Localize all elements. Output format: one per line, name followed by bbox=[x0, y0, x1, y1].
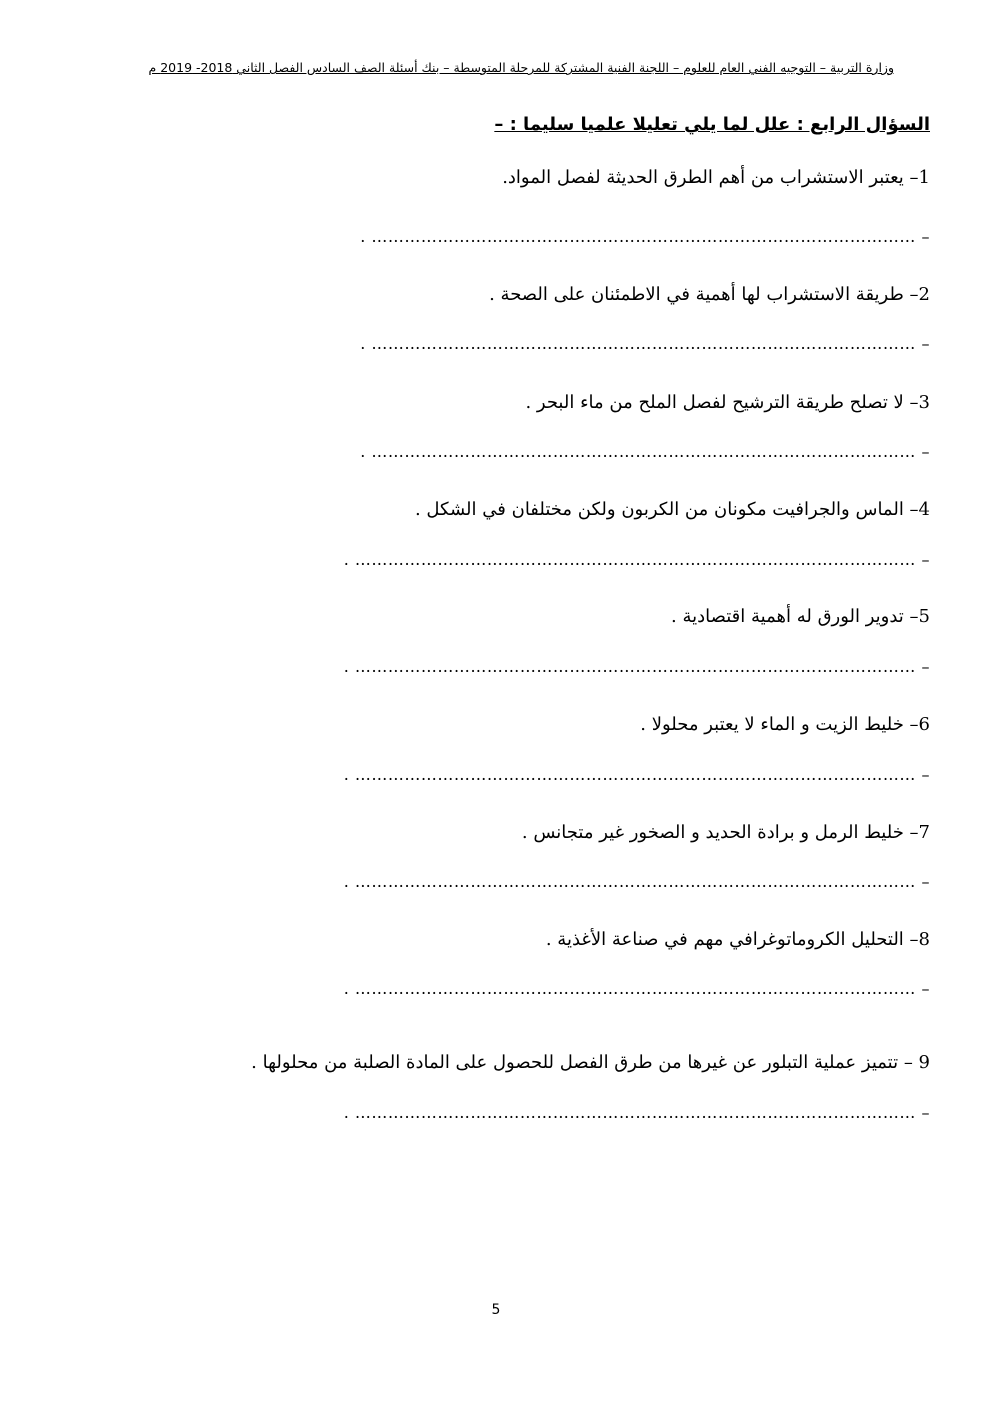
question-text: 8– التحليل الكروماتوغرافي مهم في صناعة الأغذية . bbox=[545, 929, 930, 950]
question-item-4 bbox=[120, 497, 930, 569]
question-text: 2– طريقة الاستشراب لها أهمية في الاطمئنان على الصحة . bbox=[489, 284, 930, 305]
question-item-1 bbox=[120, 165, 930, 246]
question-item-9 bbox=[120, 1050, 930, 1122]
answer-line[interactable]: – ……………………………………………………………………………………… . bbox=[360, 227, 930, 246]
question-item-5 bbox=[120, 604, 930, 676]
answer-line[interactable]: – ………………………………………………………………………………………… . bbox=[343, 979, 930, 998]
answer-line[interactable]: – ………………………………………………………………………………………… . bbox=[343, 765, 930, 784]
page-header: وزارة التربية – التوجيه الفني العام للعلوم – اللجنة الفنية المشتركة للمرحلة المتوسطة – بنك أسئلة الصف السادس الفصل الثاني 2018- 2019 م bbox=[148, 60, 894, 75]
answer-line[interactable]: – ……………………………………………………………………………………… . bbox=[360, 442, 930, 461]
question-text: 7– خليط الرمل و برادة الحديد و الصخور غير متجانس . bbox=[521, 822, 930, 843]
question-item-6 bbox=[120, 712, 930, 784]
question-text: 1– يعتبر الاستشراب من أهم الطرق الحديثة لفصل المواد. bbox=[502, 167, 930, 188]
question-item-3 bbox=[120, 390, 930, 461]
question-text: 3– لا تصلح طريقة الترشيح لفصل الملح من ماء البحر . bbox=[525, 392, 930, 413]
question-text: 9 – تتميز عملية التبلور عن غيرها من طرق الفصل للحصول على المادة الصلبة من محلولها . bbox=[251, 1052, 930, 1073]
question-item-7 bbox=[120, 820, 930, 891]
answer-line[interactable]: – ………………………………………………………………………………………… . bbox=[343, 657, 930, 676]
answer-line[interactable]: – ……………………………………………………………………………………… . bbox=[360, 334, 930, 353]
question-text: 5– تدوير الورق له أهمية اقتصادية . bbox=[671, 606, 930, 627]
question-item-2 bbox=[120, 282, 930, 353]
answer-line[interactable]: – ………………………………………………………………………………………… . bbox=[343, 1103, 930, 1122]
question-text: 4– الماس والجرافيت مكونان من الكربون ولكن مختلفان في الشكل . bbox=[414, 499, 930, 520]
question-item-8 bbox=[120, 927, 930, 998]
question-title: السؤال الرابع : علل لما يلي تعليلا علميا سليما : – bbox=[494, 114, 930, 135]
answer-line[interactable]: – ………………………………………………………………………………………… . bbox=[343, 872, 930, 891]
question-text: 6– خليط الزيت و الماء لا يعتبر محلولا . bbox=[640, 714, 930, 735]
answer-line[interactable]: – ………………………………………………………………………………………… . bbox=[343, 550, 930, 569]
page-number: 5 bbox=[491, 1302, 501, 1318]
